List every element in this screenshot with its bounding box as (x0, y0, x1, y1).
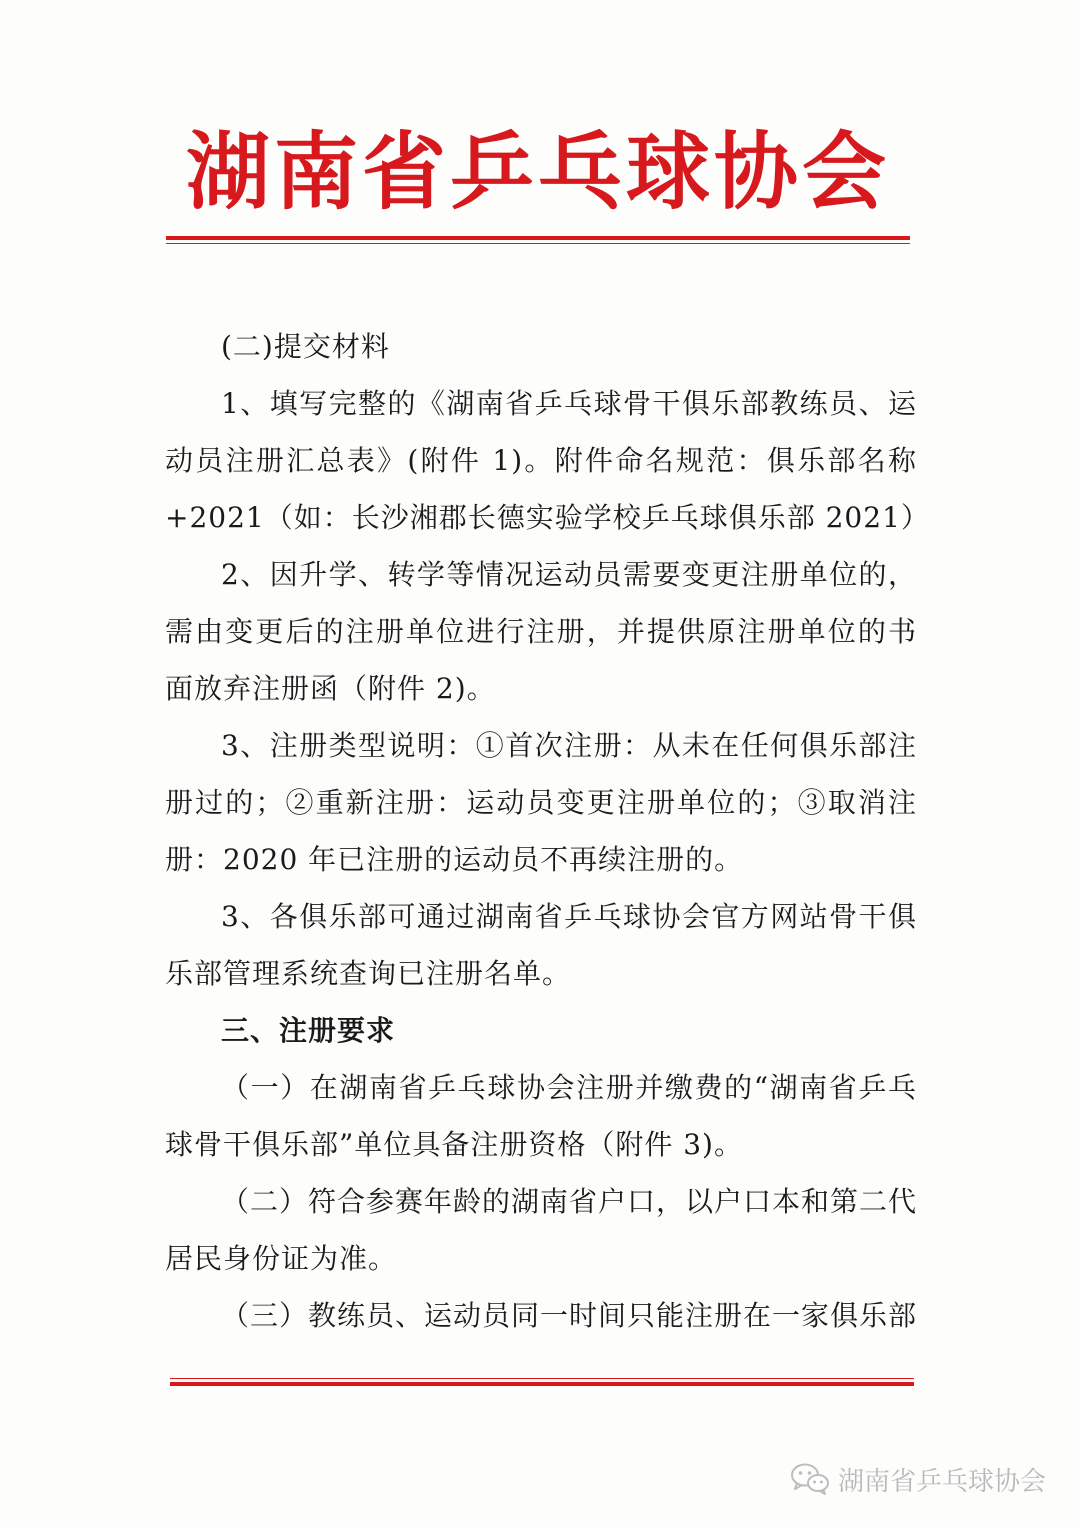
document-body (165, 318, 930, 1344)
paragraph-item-4: 3、各俱乐部可通过湖南省乒乓球协会官方网站骨干俱乐部管理系统查询已注册名单。 (165, 900, 917, 990)
header-divider-thin (166, 243, 910, 244)
paragraph-item-3: 3、注册类型说明：①首次注册：从未在任何俱乐部注册过的；②重新注册：运动员变更注册单位的；③取消注册：2020 年已注册的运动员不再续注册的。 (165, 729, 917, 876)
footer-divider-thin (170, 1378, 914, 1379)
paragraph-item-1: 1、填写完整的《湖南省乒乓球骨干俱乐部教练员、运动员注册汇总表》(附件 1)。附件命名规范：俱乐部名称+2021（如：长沙湘郡长德实验学校乒乓球俱乐部 2021） (165, 387, 930, 534)
requirement-item-3: （三）教练员、运动员同一时间只能注册在一家俱乐部 (221, 1299, 918, 1332)
document-masthead-title: 湖南省乒乓球协会 (185, 122, 890, 221)
footer-divider-thick (170, 1382, 914, 1386)
requirement-item-2: （二）符合参赛年龄的湖南省户口，以户口本和第二代居民身份证为准。 (165, 1185, 918, 1275)
header-divider-thick (166, 236, 910, 240)
wechat-icon (790, 1462, 830, 1496)
paragraph-item-2: 2、因升学、转学等情况运动员需要变更注册单位的，需由变更后的注册单位进行注册，并提供原注册单位的书面放弃注册函（附件 2)。 (165, 558, 917, 705)
section-heading: 三、注册要求 (221, 1014, 396, 1047)
watermark-text: 湖南省乒乓球协会 (838, 1466, 1047, 1497)
wechat-watermark (790, 1457, 1046, 1501)
requirement-item-1: （一）在湖南省乒乓球协会注册并缴费的“湖南省乒乓球骨干俱乐部”单位具备注册资格（附件 3)。 (165, 1071, 917, 1161)
subsection-title: (二)提交材料 (221, 330, 390, 363)
